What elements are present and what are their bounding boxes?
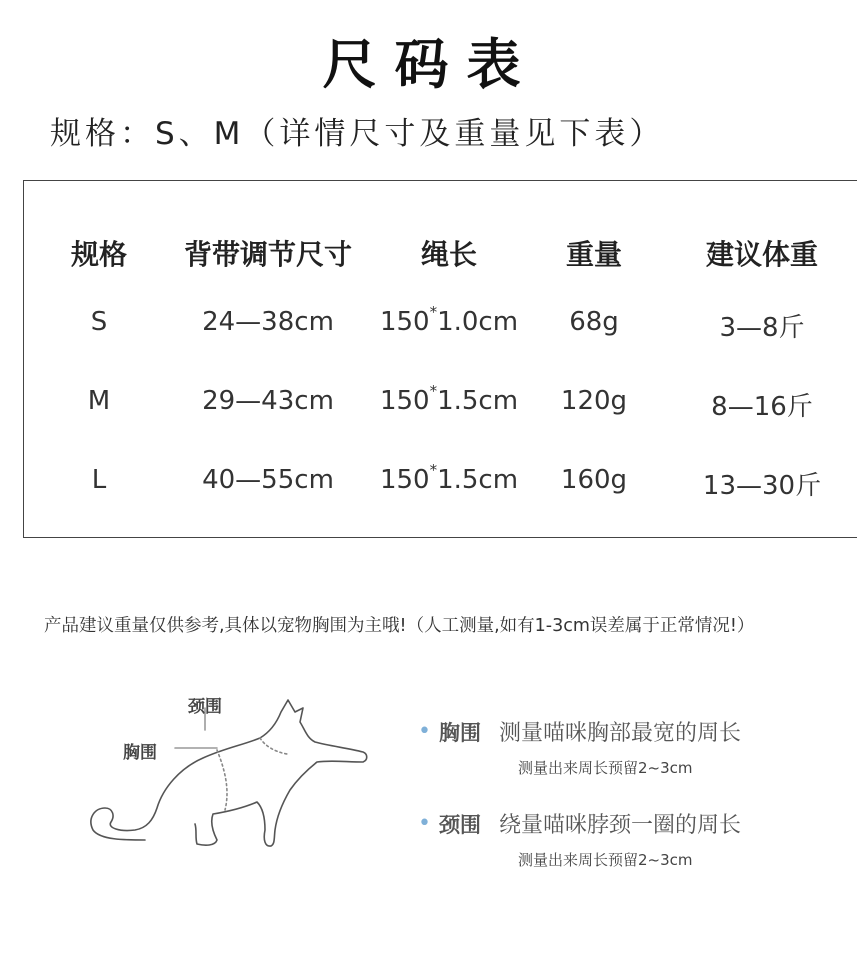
header-spec: 规格 — [70, 238, 128, 271]
cell-rope: 150*1.5cm — [379, 461, 519, 495]
measure-name: 胸围 — [438, 720, 481, 745]
measure-name: 颈围 — [438, 812, 481, 837]
header-adjust: 背带调节尺寸 — [183, 238, 353, 271]
cell-body-weight: 3—8斤 — [719, 313, 805, 343]
spec-line: 规格：S、M（详情尺寸及重量见下表） — [50, 116, 665, 152]
page-title: 尺码表 — [322, 32, 539, 96]
cell-adjust: 24—38cm — [202, 307, 334, 337]
header-rope: 绳长 — [420, 238, 478, 271]
size-table — [23, 180, 857, 538]
cell-adjust: 40—55cm — [202, 465, 334, 495]
cell-size: S — [90, 307, 108, 337]
note-text: 产品建议重量仅供参考,具体以宠物胸围为主哦!（人工测量,如有1-3cm误差属于正常情况!） — [44, 616, 755, 636]
cell-weight: 68g — [569, 307, 619, 337]
cell-weight: 120g — [560, 386, 628, 416]
cell-rope: 150*1.0cm — [379, 303, 519, 337]
cat-diagram — [85, 690, 385, 860]
cell-size: M — [87, 386, 111, 416]
bullet-icon: • — [418, 719, 431, 744]
measure-desc: 测量喵咪胸部最宽的周长 — [498, 721, 741, 746]
neck-label: 颈围 — [188, 697, 222, 717]
cell-body-weight: 8—16斤 — [711, 392, 813, 422]
measure-sub: 测量出来周长预留2~3cm — [518, 759, 693, 777]
cell-body-weight: 13—30斤 — [702, 471, 822, 501]
cell-size: L — [91, 465, 107, 495]
cell-adjust: 29—43cm — [202, 386, 334, 416]
measure-desc: 绕量喵咪脖颈一圈的周长 — [498, 813, 741, 838]
cell-rope: 150*1.5cm — [379, 382, 519, 416]
header-body-weight: 建议体重 — [705, 238, 819, 271]
chest-label: 胸围 — [123, 743, 157, 763]
cell-weight: 160g — [560, 465, 628, 495]
bullet-icon: • — [418, 811, 431, 836]
neck-measure — [418, 808, 741, 870]
header-weight: 重量 — [565, 238, 623, 271]
cat-outline-icon — [85, 690, 385, 860]
measure-sub: 测量出来周长预留2~3cm — [518, 851, 693, 869]
chest-measure — [418, 716, 741, 778]
